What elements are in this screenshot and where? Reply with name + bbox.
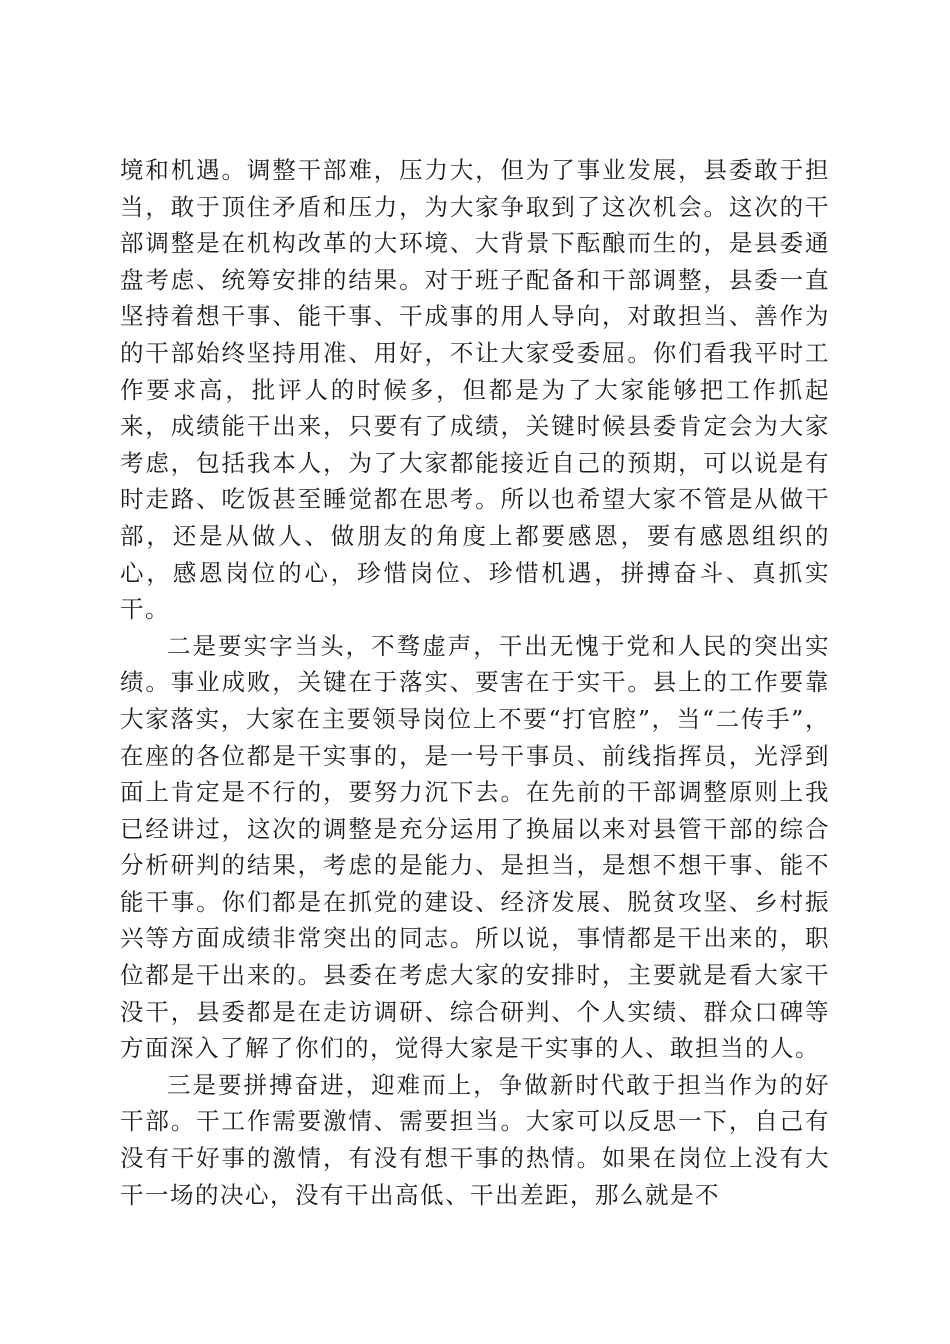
paragraph-2: 二是要实字当头，不骛虚声，干出无愧于党和人民的突出实绩。事业成败，关键在于落实、要害在于实干。县上的工作要靠大家落实，大家在主要领导岗位上不要“打官腔”，当“二传手”，在座的各位都是干实事的，是一号干事员、前线指挥员，光浮到面上肯定是不行的，要努力沉下去。在先前的干部调整原则上我已经讲过，这次的调整是充分运用了换届以来对县管干部的综合分析研判的结果，考虑的是能力、是担当，是想不想干事、能不能干事。你们都是在抓党的建设、经济发展、脱贫攻坚、乡村振兴等方面成绩非常突出的同志。所以说，事情都是干出来的，职位都是干出来的。县委在考虑大家的安排时，主要就是看大家干没干，县委都是在走访调研、综合研判、个人实绩、群众口碑等方面深入了解了你们的，觉得大家是干实事的人、敢担当的人。	[120, 631, 830, 1063]
paragraph-3: 三是要拼搏奋进，迎难而上，争做新时代敢于担当作为的好干部。干工作需要激情、需要担当。大家可以反思一下，自己有没有干好事的激情，有没有想干事的热情。如果在岗位上没有大干一场的决心，没有干出高低、干出差距，那么就是不	[120, 1070, 830, 1209]
paragraph-1: 境和机遇。调整干部难，压力大，但为了事业发展，县委敢于担当，敢于顶住矛盾和压力，为大家争取到了这次机会。这次的干部调整是在机构改革的大环境、大背景下酝酿而生的，是县委通盘考虑、统筹安排的结果。对于班子配备和干部调整，县委一直坚持着想干事、能干事、干成事的用人导向，对敢担当、善作为的干部始终坚持用准、用好，不让大家受委屈。你们看我平时工作要求高，批评人的时候多，但都是为了大家能够把工作抓起来，成绩能干出来，只要有了成绩，关键时候县委肯定会为大家考虑，包括我本人，为了大家都能接近自己的预期，可以说是有时走路、吃饭甚至睡觉都在思考。所以也希望大家不管是从做干部，还是从做人、做朋友的角度上都要感恩，要有感恩组织的心，感恩岗位的心，珍惜岗位、珍惜机遇，拼搏奋斗、真抓实干。	[120, 156, 830, 624]
document-body	[120, 152, 830, 1213]
